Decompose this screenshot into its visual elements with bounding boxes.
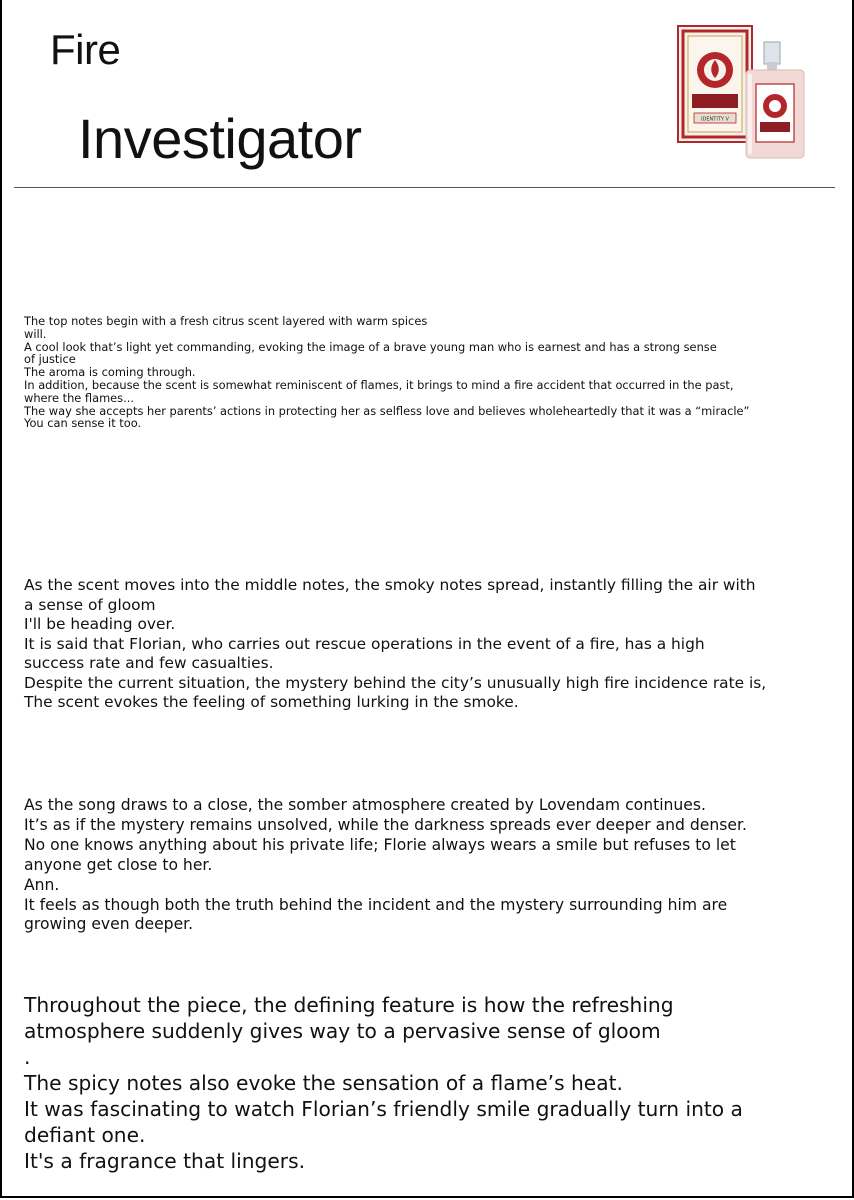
text-line: a sense of gloom — [24, 595, 156, 614]
text-line: It feels as though both the truth behind the incident and the mystery surrounding him are — [24, 895, 728, 914]
text-line: Despite the current situation, the mystery behind the city’s unusually high fire incidence rate is, — [24, 673, 767, 692]
text-line: As the song draws to a close, the somber atmosphere created by Lovendam continues. — [24, 796, 706, 814]
perfume-product-image — [668, 18, 838, 168]
text-line: will. — [24, 326, 47, 341]
text-line: anyone get close to her. — [24, 855, 213, 874]
text-line: atmosphere suddenly gives way to a pervasive sense of gloom — [24, 1019, 661, 1043]
text-line: A cool look that’s light yet commanding, evoking the image of a brave young man who is earnest and has a strong sense — [24, 339, 717, 354]
text-line: growing even deeper. — [24, 915, 194, 934]
text-line: The way she accepts her parents’ actions in protecting her as selfless love and believes wholeheartedly that it was a “miracle” — [24, 403, 750, 418]
text-line: It's a fragrance that lingers. — [24, 1149, 306, 1173]
text-line: success rate and few casualties. — [24, 654, 274, 672]
text-line: I'll be heading over. — [24, 615, 176, 633]
box-label: IDENTITY V — [701, 116, 729, 123]
text-line: The spicy notes also evoke the sensation of a flame’s heat. — [24, 1071, 623, 1095]
text-line: The scent evokes the feeling of something lurking in the smoke. — [24, 693, 519, 711]
text-line: . — [24, 1045, 31, 1069]
text-line: It was fascinating to watch Florian’s friendly smile gradually turn into a — [24, 1097, 743, 1121]
text-line: The aroma is coming through. — [24, 365, 196, 380]
text-line: It is said that Florian, who carries out rescue operations in the event of a fire, has a high — [24, 634, 705, 653]
title-line-1: Fire — [50, 26, 121, 73]
section-top-notes — [24, 315, 749, 430]
section-middle-notes — [24, 576, 766, 713]
section-base-notes — [24, 796, 747, 935]
text-line: Ann. — [24, 875, 60, 894]
text-line: You can sense it too. — [24, 416, 142, 431]
text-line: The top notes begin with a fresh citrus scent layered with warm spices — [24, 314, 428, 328]
text-line: of justice — [24, 352, 76, 367]
text-line: In addition, because the scent is somewhat reminiscent of flames, it brings to mind a fire accident that occurred in the past, — [24, 377, 734, 392]
header-divider — [14, 187, 835, 188]
text-line: As the scent moves into the middle notes, the smoky notes spread, instantly filling the air with — [24, 576, 756, 594]
text-line: defiant one. — [24, 1123, 146, 1147]
text-line: Throughout the piece, the defining feature is how the refreshing — [24, 993, 674, 1017]
section-summary — [24, 992, 743, 1174]
perfume-bottle-icon — [746, 42, 804, 158]
perfume-box-icon — [678, 26, 752, 142]
text-line: It’s as if the mystery remains unsolved, while the darkness spreads ever deeper and denser. — [24, 815, 747, 834]
text-line: where the flames... — [24, 390, 134, 405]
text-line: No one knows anything about his private life; Florie always wears a smile but refuses to let — [24, 835, 736, 854]
title-line-2: Investigator — [78, 107, 362, 170]
